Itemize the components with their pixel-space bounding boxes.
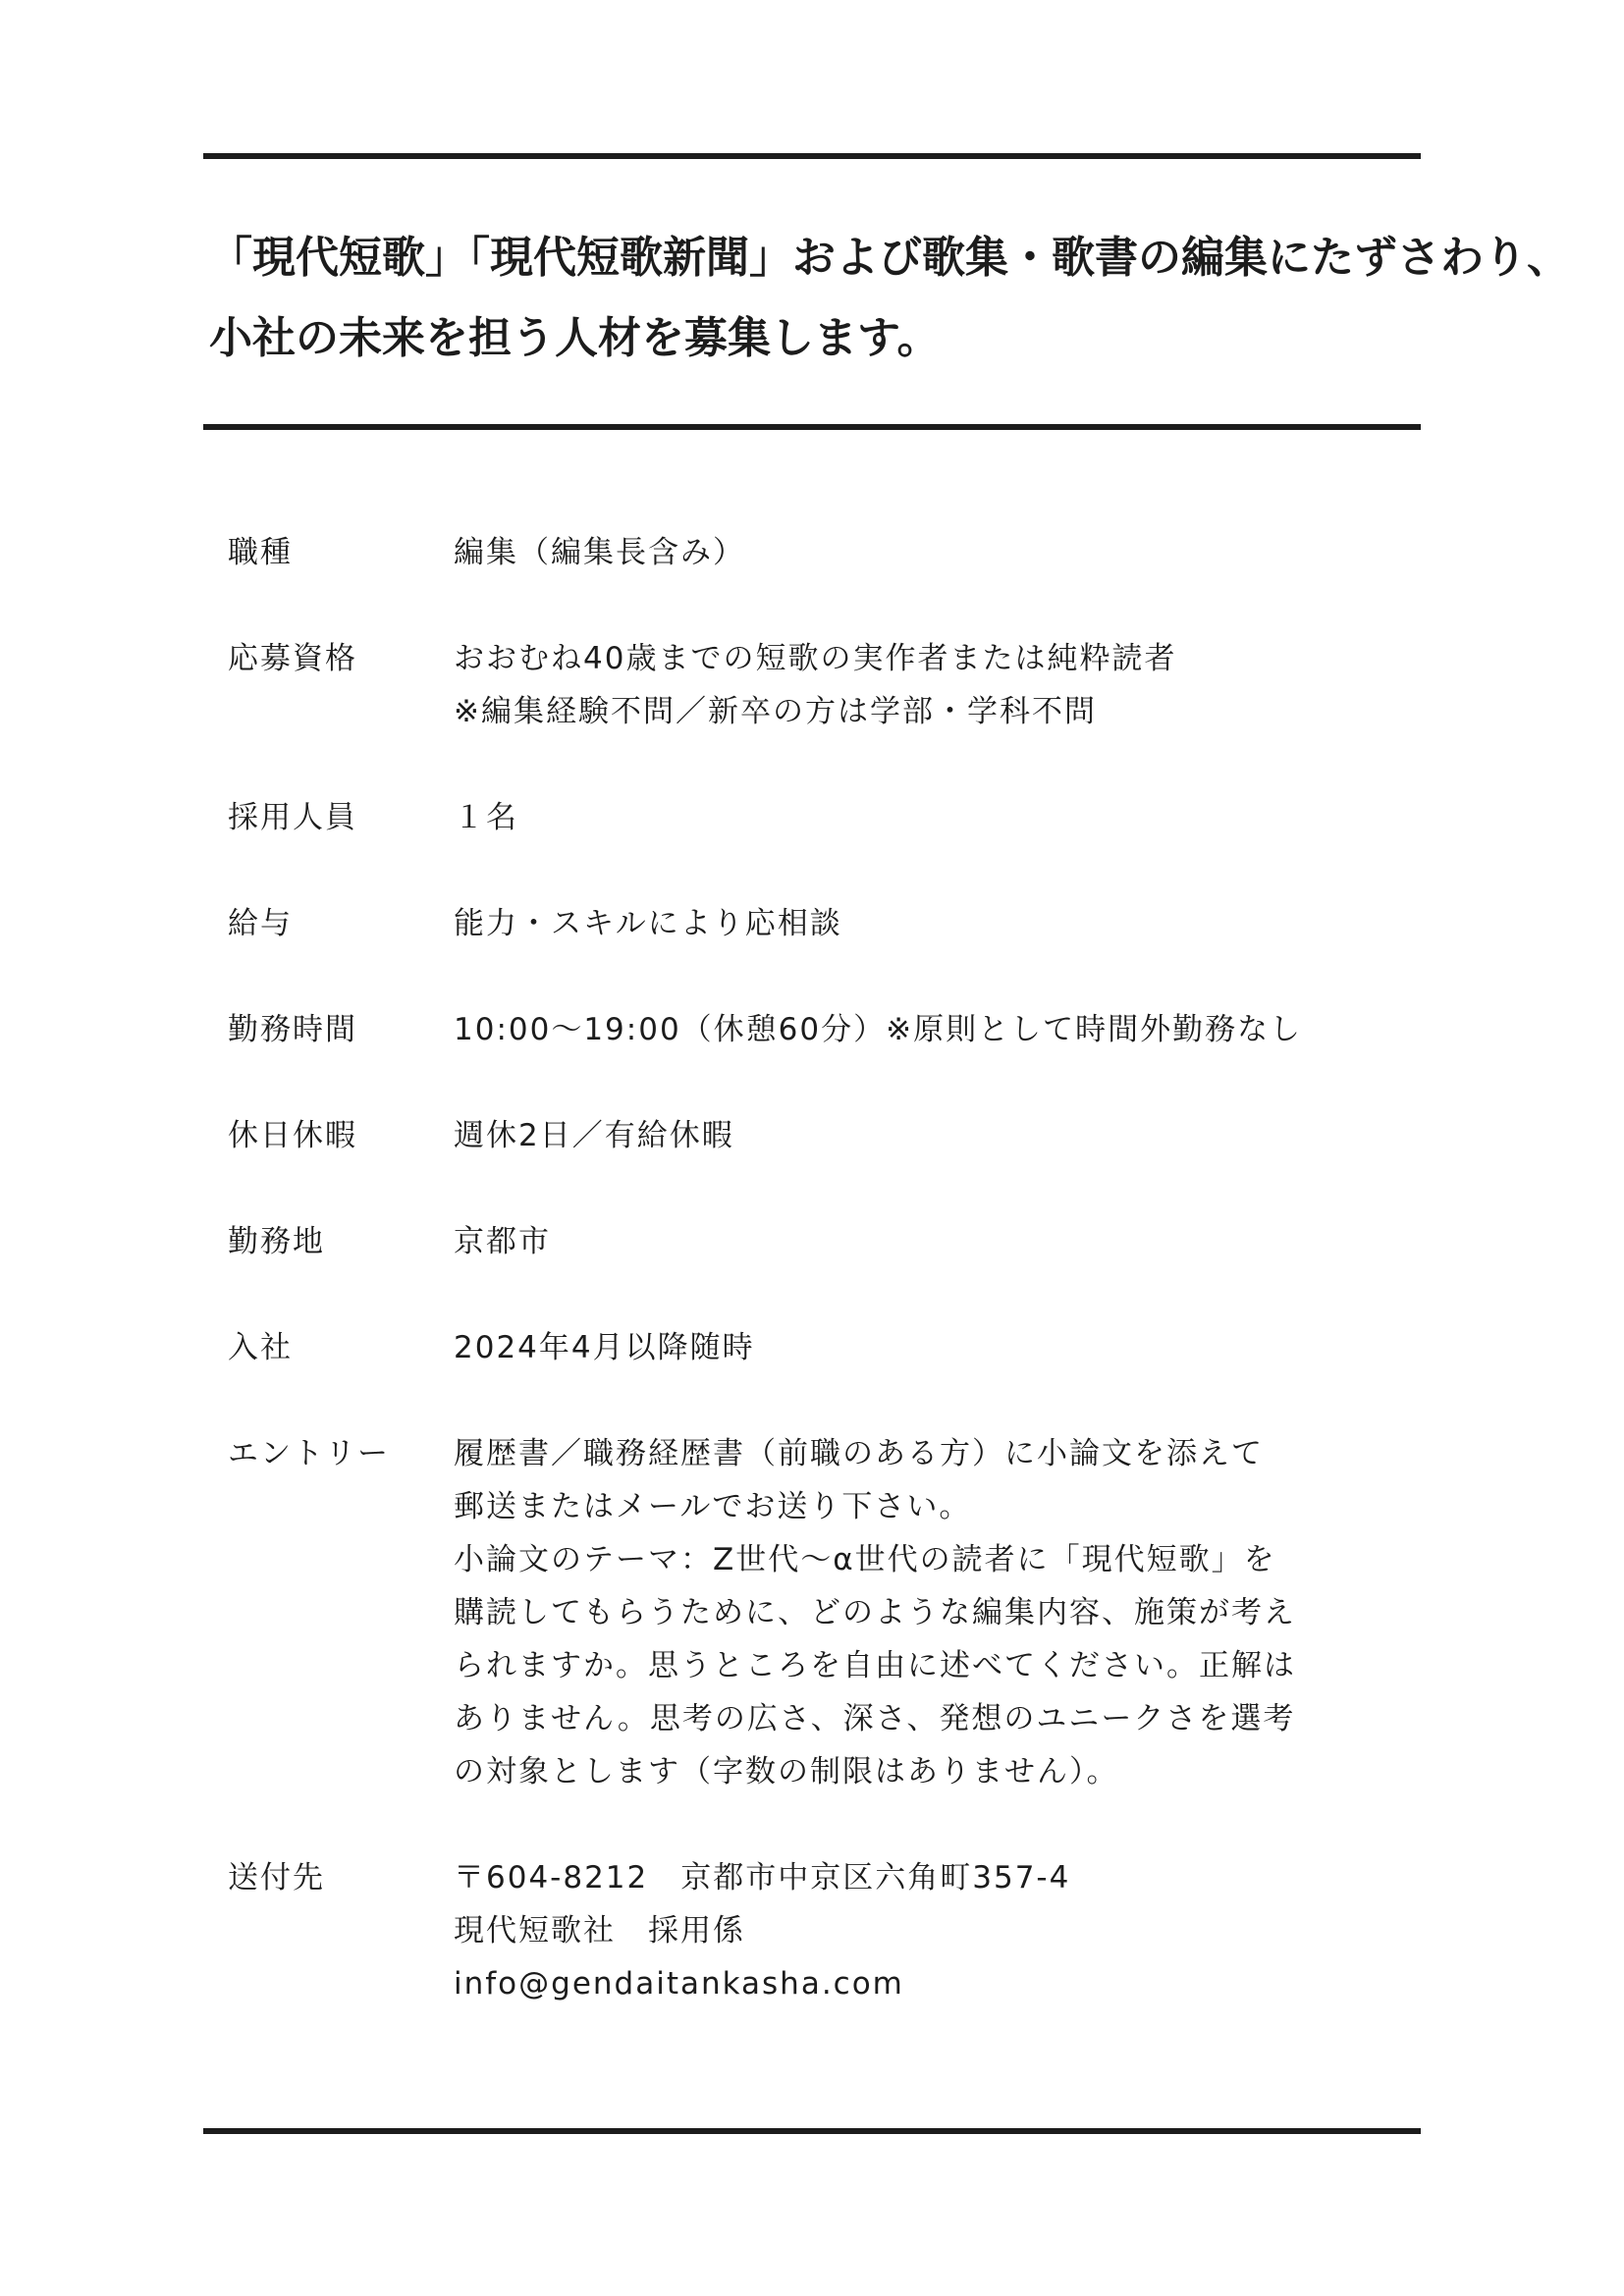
contact-email: info@gendaitankasha.com [454, 1966, 904, 2002]
detail-line: 郵送またはメールでお送り下さい。 [454, 1489, 972, 1524]
detail-line: 履歴書／職務経歴書（前職のある方）に小論文を添えて [454, 1436, 1264, 1471]
headline-line-1: 「現代短歌」「現代短歌新聞」および歌集・歌書の編集にたずさわり、 [209, 233, 1570, 283]
detail-label: 勤務地 [228, 1224, 325, 1259]
detail-row-qualifications [228, 632, 1386, 738]
detail-label: 送付先 [228, 1860, 325, 1896]
detail-label: エントリー [228, 1436, 390, 1471]
detail-label: 給与 [228, 906, 293, 941]
detail-line: 能力・スキルにより応相談 [454, 906, 842, 941]
detail-label: 勤務時間 [228, 1012, 357, 1047]
detail-value [454, 1427, 1386, 1798]
detail-label: 応募資格 [228, 641, 357, 676]
detail-row-openings [228, 791, 1386, 844]
detail-line: １名 [454, 800, 518, 835]
detail-line: 編集（編集長含み） [454, 535, 745, 570]
detail-label: 職種 [228, 535, 293, 570]
detail-line: 小論文のテーマ：Z世代〜α世代の読者に「現代短歌」を [454, 1542, 1276, 1577]
detail-value [454, 1003, 1386, 1056]
detail-row-salary [228, 897, 1386, 950]
detail-line: 京都市 [454, 1224, 551, 1259]
detail-line: 購読してもらうために、どのような編集内容、施策が考え [454, 1595, 1296, 1630]
headline-line-2: 小社の未来を担う人材を募集します。 [209, 313, 941, 363]
detail-label: 採用人員 [228, 800, 357, 835]
detail-line: おおむね40歳までの短歌の実作者または純粋読者 [454, 641, 1177, 676]
bottom-divider [203, 2128, 1421, 2134]
detail-value [454, 897, 1386, 950]
recipient-name: 現代短歌社 採用係 [454, 1913, 745, 1949]
middle-divider [203, 424, 1421, 430]
detail-line: 10:00〜19:00（休憩60分）※原則として時間外勤務なし [454, 1012, 1303, 1047]
detail-line: ※編集経験不問／新卒の方は学部・学科不問 [454, 694, 1097, 729]
detail-row-job-type [228, 526, 1386, 579]
detail-label: 休日休暇 [228, 1118, 357, 1153]
detail-row-working-hours [228, 1003, 1386, 1056]
detail-row-entry [228, 1427, 1386, 1798]
detail-line: ありません。思考の広さ、深さ、発想のユニークさを選考 [454, 1701, 1296, 1736]
detail-row-holidays [228, 1109, 1386, 1162]
postal-address: 〒604-8212 京都市中京区六角町357-4 [454, 1860, 1071, 1896]
headline [209, 218, 1570, 379]
detail-value [454, 526, 1386, 579]
detail-line: られますか。思うところを自由に述べてください。正解は [454, 1648, 1296, 1683]
detail-value [454, 1321, 1386, 1374]
detail-line: の対象とします（字数の制限はありません）。 [454, 1754, 1119, 1789]
detail-value [454, 1215, 1386, 1268]
detail-row-send-to [228, 1851, 1386, 2010]
detail-value [454, 791, 1386, 844]
job-details [228, 526, 1386, 2063]
top-divider [203, 153, 1421, 159]
detail-line: 2024年4月以降随時 [454, 1330, 755, 1365]
detail-row-work-location [228, 1215, 1386, 1268]
detail-label: 入社 [228, 1330, 293, 1365]
detail-row-start-date [228, 1321, 1386, 1374]
detail-value [454, 632, 1386, 738]
detail-value [454, 1851, 1386, 2010]
detail-value [454, 1109, 1386, 1162]
detail-line: 週休2日／有給休暇 [454, 1118, 734, 1153]
